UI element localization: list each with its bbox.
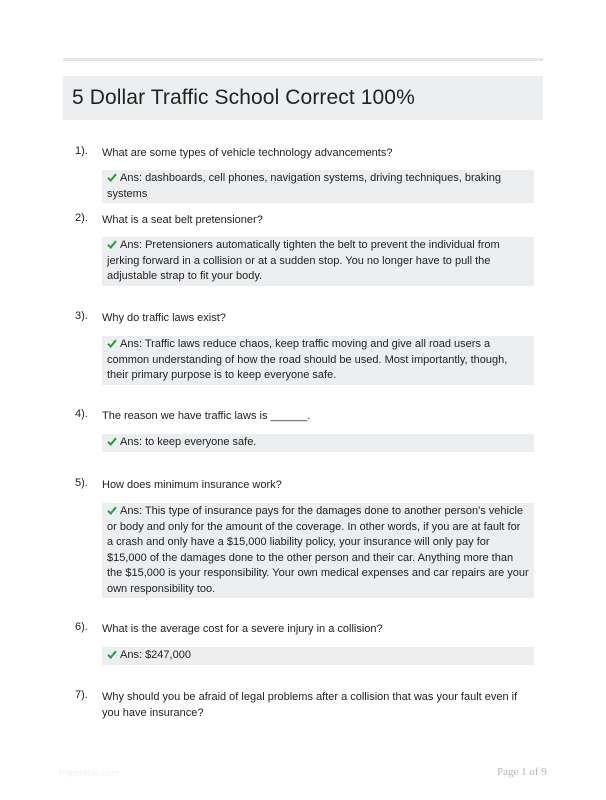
question-text: What are some types of vehicle technology advancements? (102, 147, 393, 159)
question-text: Why do traffic laws exist? (102, 312, 226, 324)
checkmark-icon (107, 437, 117, 446)
question-number: 2). (75, 212, 88, 224)
question-number: 4). (75, 408, 88, 420)
question-text: Why should you be afraid of legal problems after a collision that was your fault even if you have insurance? (102, 691, 518, 719)
answer-box (102, 503, 534, 598)
answer-box (102, 434, 534, 452)
answer-box (102, 647, 534, 665)
question-number: 7). (75, 689, 88, 701)
title-banner (63, 76, 543, 120)
question-text: How does minimum insurance work? (102, 479, 282, 491)
answer-box (102, 170, 534, 203)
checkmark-icon (107, 173, 117, 182)
question-text: What is the average cost for a severe injury in a collision? (102, 623, 383, 635)
page-title: 5 Dollar Traffic School Correct 100% (72, 86, 415, 109)
answer-box (102, 237, 534, 286)
answer-text: Ans: This type of insurance pays for the damages done to another person's vehicle or body and only for the amount of the coverage. In other words, if you are at fault for a crash and only have a $15,000 liability policy, your insurance will only pay for $15,000 of the damages done to the other person and their car. Anything more than the $15,000 is your responsibility. Your own medical expenses and car repairs are your own responsibility too. (107, 505, 529, 595)
question-number: 5). (75, 477, 88, 489)
answer-text: Ans: dashboards, cell phones, navigation systems, driving techniques, braking systems (107, 172, 501, 200)
footer-watermark: Papertible.com (59, 768, 120, 778)
question-text: The reason we have traffic laws is ______. (102, 410, 311, 422)
checkmark-icon (107, 339, 117, 348)
checkmark-icon (107, 506, 117, 515)
answer-text: Ans: $247,000 (120, 649, 191, 661)
checkmark-icon (107, 650, 117, 659)
question-text: What is a seat belt pretensioner? (102, 214, 263, 226)
answer-box (102, 336, 534, 385)
top-divider (63, 58, 543, 61)
page-indicator: Page 1 of 9 (497, 766, 547, 778)
question-number: 3). (75, 310, 88, 322)
answer-text: Ans: Traffic laws reduce chaos, keep traffic moving and give all road users a common understanding of how the road should be used. Most importantly, though, their primary purpose is to keep everyone safe. (107, 338, 508, 381)
question-number: 1). (75, 145, 88, 157)
answer-text: Ans: to keep everyone safe. (120, 436, 257, 448)
answer-text: Ans: Pretensioners automatically tighten the belt to prevent the individual from jerking forward in a collision or at a sudden stop. You no longer have to pull the adjustable strap to fit your body. (107, 239, 500, 282)
question-number: 6). (75, 621, 88, 633)
checkmark-icon (107, 240, 117, 249)
